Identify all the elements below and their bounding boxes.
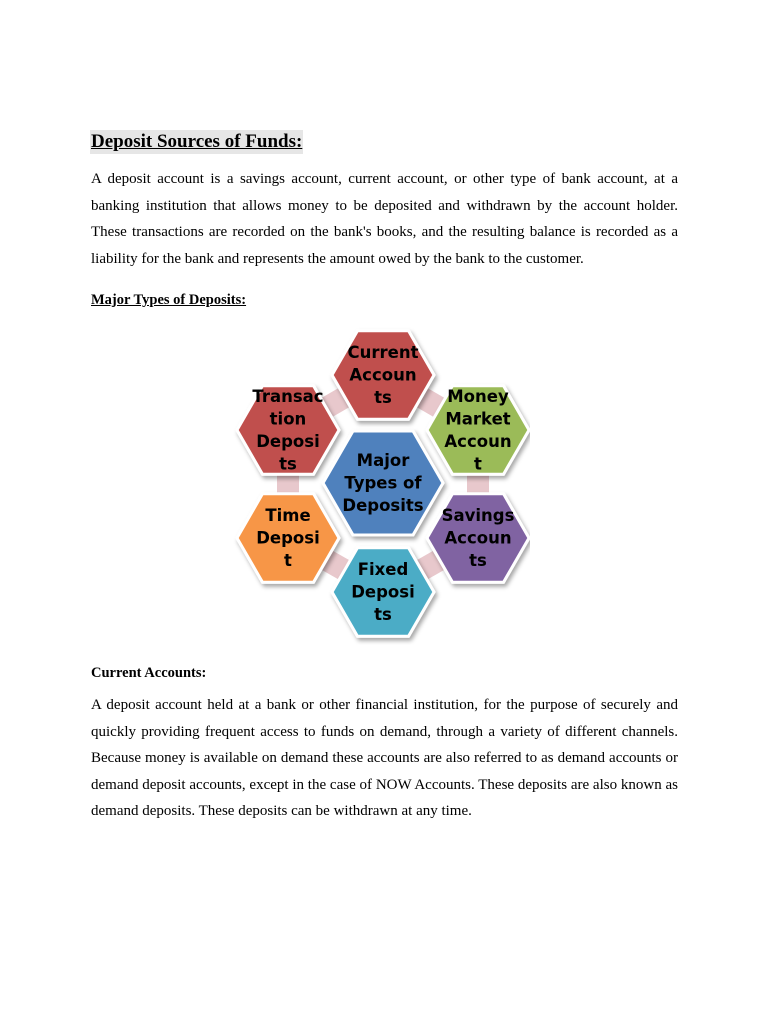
hex-transaction-label: Deposi	[256, 431, 320, 451]
current-accounts-paragraph: A deposit account held at a bank or other financial institution, for the purpose of securely and quickly providing frequent access to funds on demand, through a variety of different channels. Because money is available on demand these accounts are also referred to as demand accounts or demand deposit accounts, except in the case of NOW Accounts. These deposits are also known as demand deposits. These deposits can be withdrawn at any time.	[91, 697, 678, 820]
hex-transaction-label: tion	[269, 409, 307, 429]
hex-current-label: ts	[374, 388, 392, 407]
hex-savings-label: Savings	[441, 506, 515, 525]
hex-time-label: Time	[265, 506, 311, 525]
deposit-types-diagram	[230, 325, 530, 645]
hex-center	[323, 431, 443, 535]
current-accounts-subheading: Current Accounts:	[91, 665, 207, 681]
hex-current-label: Accoun	[349, 365, 417, 385]
hex-money-market-label: Money	[447, 386, 509, 406]
hex-current-label: Current	[347, 343, 419, 362]
hex-center-label: Major	[356, 451, 410, 470]
hex-money-market-label: Accoun	[444, 431, 512, 451]
hex-savings-label: Accoun	[444, 528, 512, 548]
hex-savings-label: ts	[469, 551, 487, 570]
hex-money-market-label: Market	[445, 409, 511, 429]
hex-fixed-label: ts	[374, 605, 392, 624]
hex-time-label: t	[284, 551, 292, 570]
hex-money-market-label: t	[474, 454, 482, 474]
hex-transaction-label: ts	[279, 454, 297, 474]
hex-fixed-label: Deposi	[351, 582, 415, 602]
hex-transaction-label: Transac	[252, 386, 324, 406]
hex-time-label: Deposi	[256, 528, 320, 548]
section-heading: Deposit Sources of Funds:	[91, 131, 303, 152]
intro-paragraph: A deposit account is a savings account, current account, or other type of bank account, at a banking institution that allows money to be deposited and withdrawn by the account holder. These transactions are recorded on the bank's books, and the resulting balance is recorded as a liability for the bank and represents the amount owed by the bank to the customer.	[91, 171, 678, 267]
hex-center-label: Types of	[344, 473, 422, 493]
hex-fixed-label: Fixed	[357, 560, 409, 579]
hex-center-label: Deposits	[342, 496, 424, 515]
types-subheading: Major Types of Deposits:	[91, 292, 247, 308]
